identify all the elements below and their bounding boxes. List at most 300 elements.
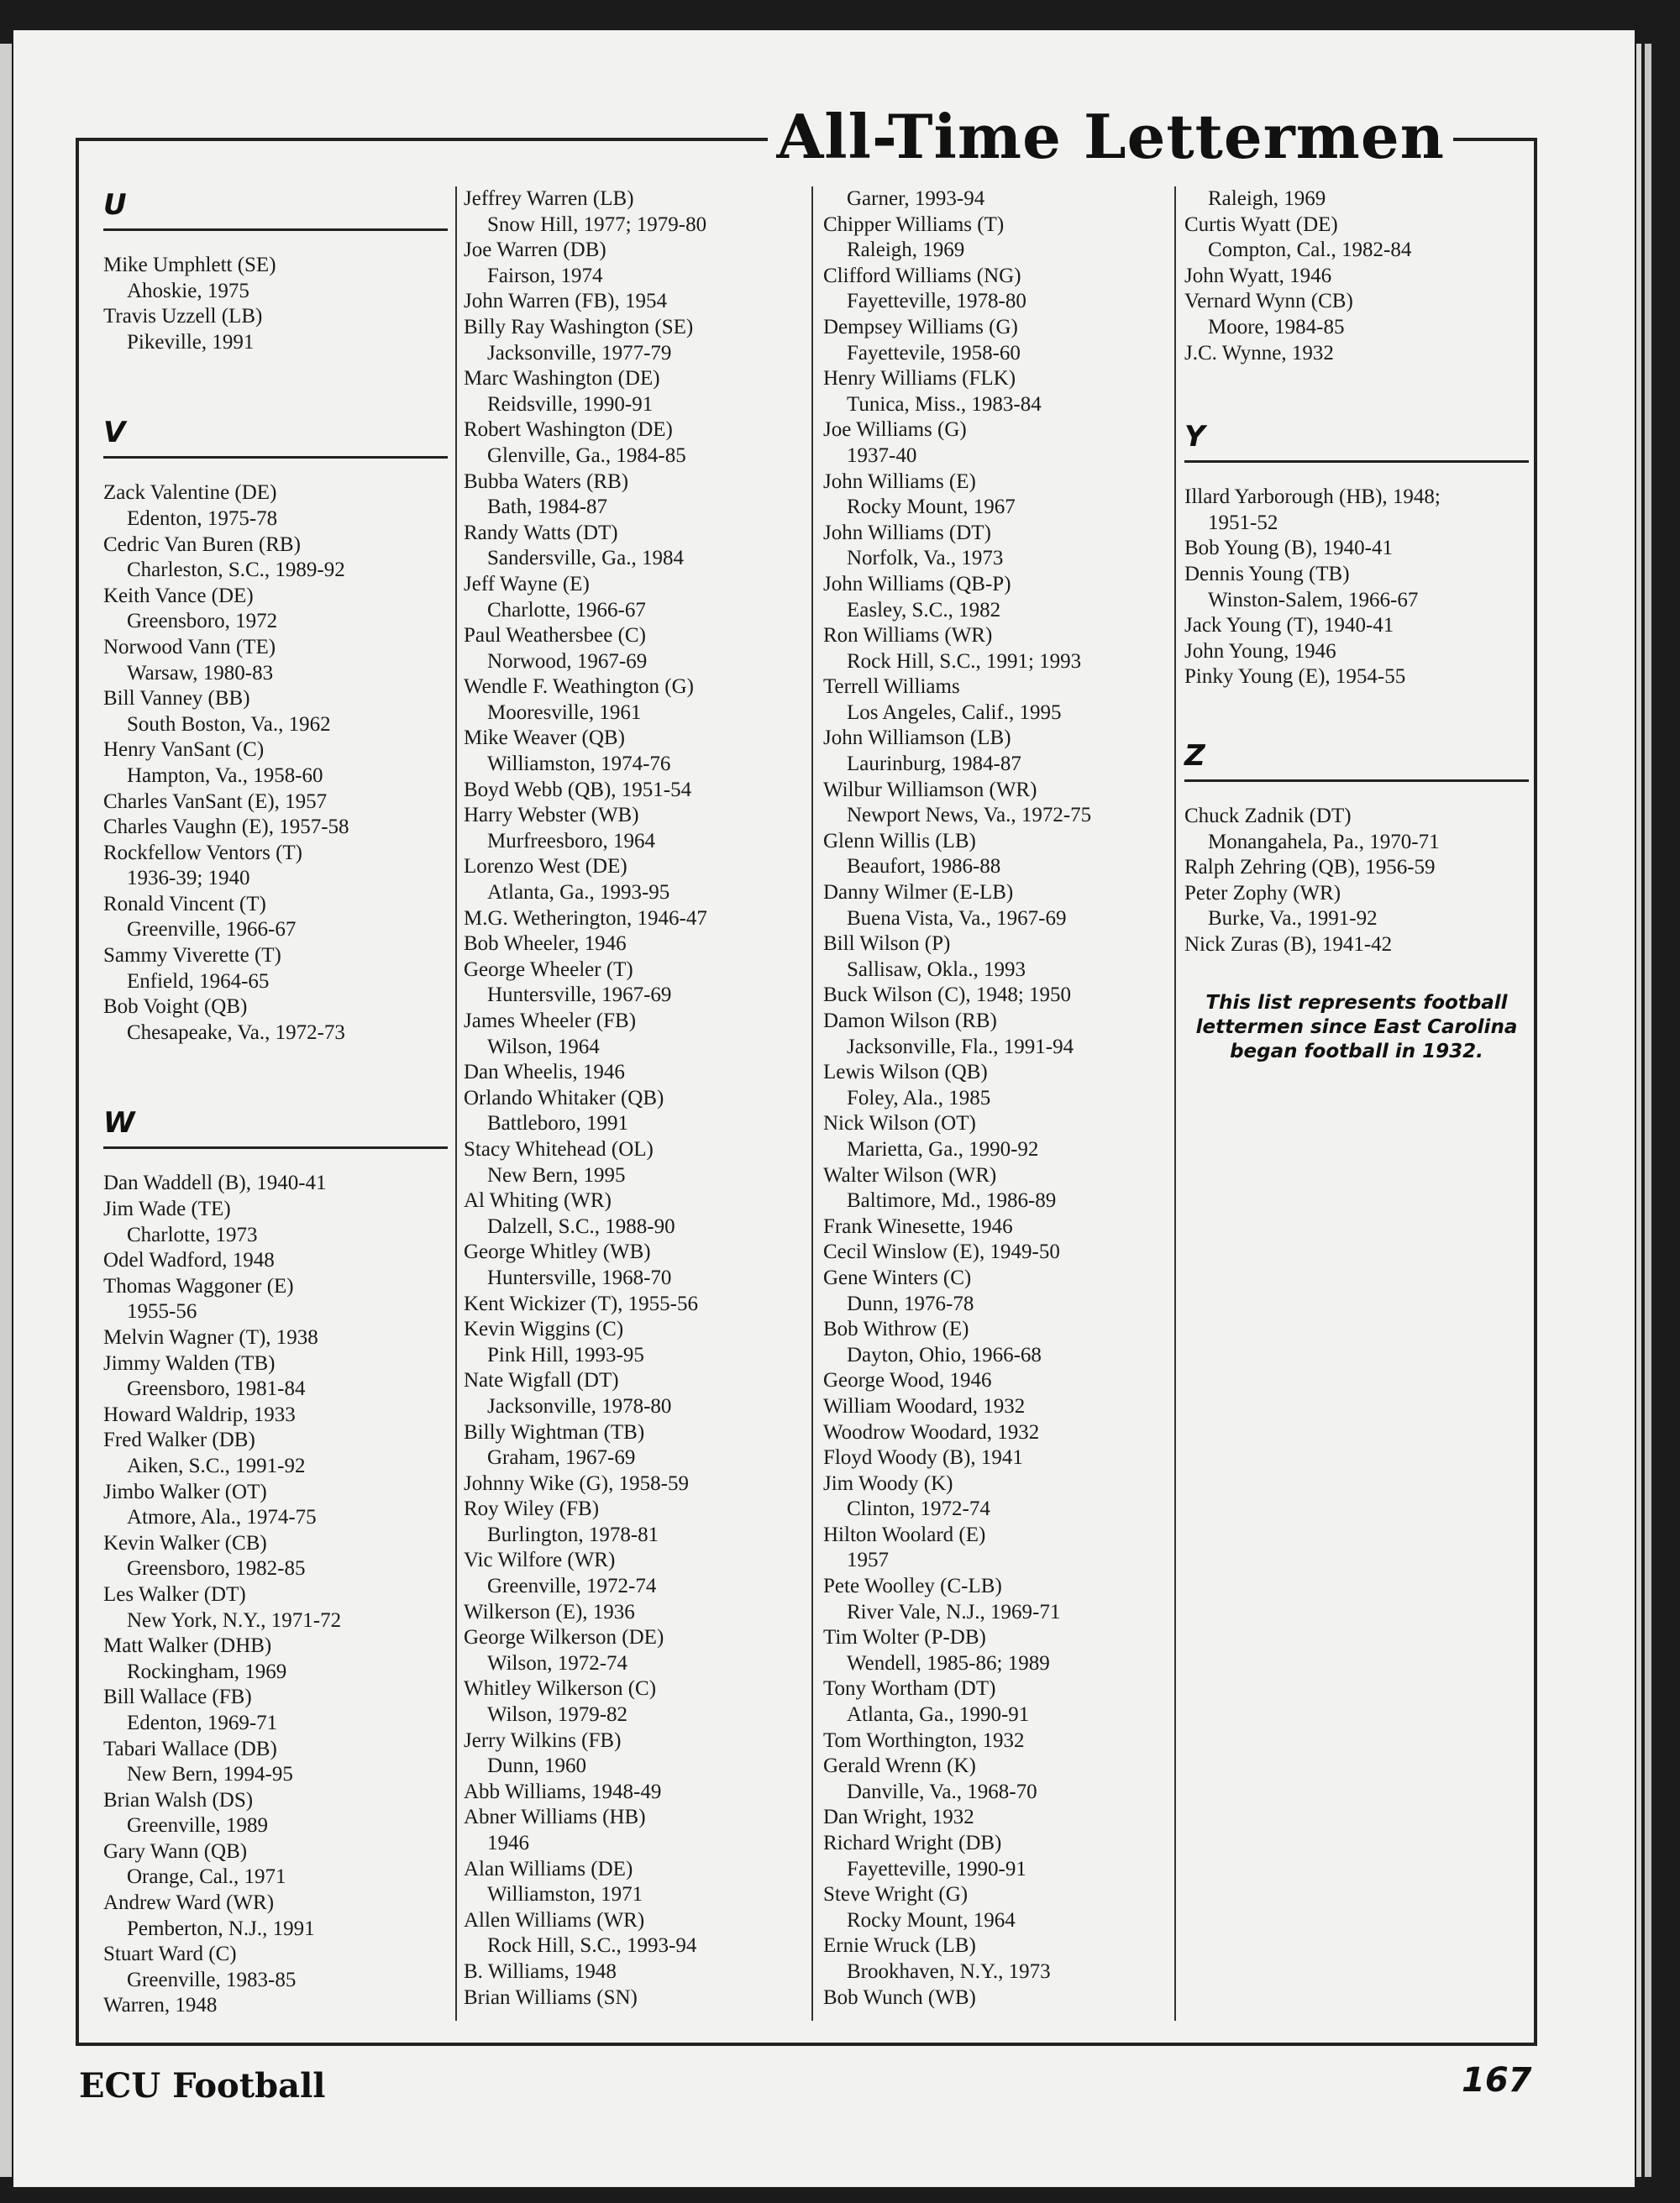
player-detail: Pemberton, N.J., 1991 xyxy=(127,1917,315,1940)
player-name: Jimbo Walker (OT) xyxy=(103,1480,267,1503)
player-detail: Burlington, 1978-81 xyxy=(487,1523,659,1546)
letterman-entry xyxy=(464,1780,808,1806)
letterman-entry xyxy=(464,1985,808,2012)
player-detail: New Bern, 1994-95 xyxy=(127,1763,293,1786)
player-detail: Aiken, S.C., 1991-92 xyxy=(127,1454,306,1477)
player-detail: Dunn, 1976-78 xyxy=(847,1292,974,1315)
letterman-entry xyxy=(103,892,448,943)
player-name: Damon Wilson (RB) xyxy=(823,1010,997,1032)
player-detail: Baltimore, Md., 1986-89 xyxy=(847,1189,1057,1213)
letterman-entry xyxy=(823,1009,1168,1060)
player-detail: Jacksonville, Fla., 1991-94 xyxy=(847,1035,1074,1058)
player-detail: Atlanta, Ga., 1993-95 xyxy=(487,881,670,905)
letterman-entry xyxy=(823,1574,1168,1625)
letterman-entry xyxy=(103,686,448,737)
player-detail: South Boston, Va., 1962 xyxy=(127,712,331,736)
letterman-entry xyxy=(464,1188,808,1240)
player-name: Bubba Waters (RB) xyxy=(464,469,629,493)
player-name: Pete Woolley (C-LB) xyxy=(823,1575,1002,1598)
letterman-entry xyxy=(464,1625,808,1676)
letterman-entry xyxy=(103,253,448,304)
letterman-entry xyxy=(823,186,1168,212)
player-detail: Rockingham, 1969 xyxy=(127,1660,287,1683)
letterman-entry xyxy=(464,521,808,572)
player-name: Tom Worthington, 1932 xyxy=(823,1728,1025,1752)
letterman-entry xyxy=(1184,855,1529,881)
player-name: John Young, 1946 xyxy=(1184,639,1336,663)
player-name: Nate Wigfall (DT) xyxy=(464,1369,619,1393)
player-name: Illard Yarborough (HB), 1948; xyxy=(1184,485,1441,509)
player-detail: Los Angeles, Calif., 1995 xyxy=(847,700,1062,724)
section-rule xyxy=(103,456,448,459)
player-detail: Moore, 1984-85 xyxy=(1208,315,1345,338)
letterman-entry xyxy=(464,289,808,315)
player-name: William Woodard, 1932 xyxy=(823,1394,1026,1418)
player-name: Nick Zuras (B), 1941-42 xyxy=(1184,932,1393,956)
letterman-entry xyxy=(1184,804,1529,855)
player-name: Bill Wilson (P) xyxy=(823,932,951,956)
letterman-entry xyxy=(103,943,448,994)
letter-section xyxy=(1184,737,1529,958)
player-name: Steve Wright (G) xyxy=(823,1883,969,1907)
column-divider xyxy=(1174,186,1176,2021)
player-name: Jack Young (T), 1940-41 xyxy=(1184,614,1394,637)
player-detail: Reidsville, 1990-91 xyxy=(487,392,654,416)
footer-title: ECU Football xyxy=(79,2066,326,2106)
player-detail: Greenville, 1966-67 xyxy=(127,918,297,942)
letterman-entry xyxy=(823,315,1168,366)
letterman-entry xyxy=(103,737,448,789)
letterman-entry xyxy=(103,1685,448,1736)
letterman-entry xyxy=(823,880,1168,931)
player-name: Matt Walker (DHB) xyxy=(103,1634,272,1658)
player-detail: Williamston, 1971 xyxy=(487,1883,643,1907)
letterman-entry xyxy=(823,829,1168,880)
player-detail: 1946 xyxy=(487,1832,529,1854)
player-detail: Tunica, Miss., 1983-84 xyxy=(847,392,1042,416)
player-name: John Wyatt, 1946 xyxy=(1184,264,1332,287)
letterman-entry xyxy=(464,1908,808,1959)
letterman-entry xyxy=(1184,639,1529,665)
player-detail: Murfreesboro, 1964 xyxy=(487,829,655,852)
player-name: Dempsey Williams (G) xyxy=(823,315,1018,338)
player-detail: Charleston, S.C., 1989-92 xyxy=(127,559,345,582)
column-3 xyxy=(823,186,1168,2059)
letterman-entry xyxy=(823,417,1168,469)
letterman-entry xyxy=(823,1805,1168,1831)
letterman-entry xyxy=(103,1788,448,1839)
player-name: Brian Walsh (DS) xyxy=(103,1788,254,1812)
letterman-entry xyxy=(103,1274,448,1325)
letterman-entry xyxy=(464,1805,808,1856)
player-detail: Raleigh, 1969 xyxy=(847,239,965,262)
player-name: Billy Ray Washington (SE) xyxy=(464,315,694,338)
player-name: Bill Vanney (BB) xyxy=(103,687,250,711)
player-detail: Greenville, 1983-85 xyxy=(127,1968,297,1991)
player-detail: Raleigh, 1969 xyxy=(1208,187,1326,210)
letterman-entry xyxy=(823,572,1168,623)
letterman-entry xyxy=(464,854,808,905)
player-detail: Battleboro, 1991 xyxy=(487,1112,629,1136)
letter-section xyxy=(103,1104,448,2019)
player-name: Gene Winters (C) xyxy=(823,1266,972,1289)
letterman-entry xyxy=(464,1857,808,1908)
player-name: George Wheeler (T) xyxy=(464,957,633,981)
letterman-entry xyxy=(464,315,808,366)
player-detail: 1955-56 xyxy=(127,1300,197,1324)
player-detail: Atlanta, Ga., 1990-91 xyxy=(847,1703,1030,1727)
player-detail: Newport News, Va., 1972-75 xyxy=(847,804,1092,827)
letterman-entry xyxy=(823,1933,1168,1985)
player-name: Bob Wheeler, 1946 xyxy=(464,932,627,956)
letterman-entry xyxy=(464,238,808,289)
player-name: Jim Wade (TE) xyxy=(103,1198,231,1221)
letterman-entry xyxy=(103,1582,448,1634)
letterman-entry xyxy=(1184,613,1529,639)
player-detail: Rock Hill, S.C., 1993-94 xyxy=(487,1934,697,1958)
letterman-entry xyxy=(823,1163,1168,1214)
player-name: Wendle F. Weathington (G) xyxy=(464,675,695,699)
player-detail: Enfield, 1964-65 xyxy=(127,969,270,993)
player-name: Ronald Vincent (T) xyxy=(103,892,266,915)
player-name: Wilkerson (E), 1936 xyxy=(464,1600,635,1623)
player-detail: Williamston, 1974-76 xyxy=(487,753,671,776)
player-name: Al Whiting (WR) xyxy=(464,1189,612,1213)
letterman-entry xyxy=(1184,562,1529,613)
player-name: J.C. Wynne, 1932 xyxy=(1184,341,1334,365)
player-detail: New York, N.Y., 1971-72 xyxy=(127,1608,342,1632)
player-name: Wilbur Williamson (WR) xyxy=(823,778,1037,801)
player-name: Brian Williams (SN) xyxy=(464,1985,638,2009)
player-detail: Buena Vista, Va., 1967-69 xyxy=(847,906,1067,930)
page-edge xyxy=(1636,44,1641,2177)
player-detail: Winston-Salem, 1966-67 xyxy=(1208,588,1419,611)
letterman-entry xyxy=(103,1531,448,1582)
player-detail: Sandersville, Ga., 1984 xyxy=(487,547,684,570)
player-name: Alan Williams (DE) xyxy=(464,1857,633,1880)
letterman-entry xyxy=(103,1839,448,1891)
player-detail: Greenville, 1972-74 xyxy=(487,1575,657,1598)
player-name: Curtis Wyatt (DE) xyxy=(1184,212,1338,236)
player-detail: Charlotte, 1973 xyxy=(127,1223,258,1246)
column-4 xyxy=(1184,186,1529,1064)
section-rule xyxy=(103,228,448,231)
letterman-entry xyxy=(103,480,448,532)
player-name: Gerald Wrenn (K) xyxy=(823,1755,976,1778)
letterman-entry xyxy=(823,726,1168,777)
player-name: Ron Williams (WR) xyxy=(823,624,993,648)
player-name: Chuck Zadnik (DT) xyxy=(1184,804,1352,827)
column-divider xyxy=(811,186,813,2021)
player-detail: 1937-40 xyxy=(847,443,917,467)
player-name: M.G. Wetherington, 1946-47 xyxy=(464,906,707,930)
player-name: Warren, 1948 xyxy=(103,1994,218,2017)
letterman-entry xyxy=(103,1197,448,1248)
player-name: Zack Valentine (DE) xyxy=(103,481,277,505)
player-name: Keith Vance (DE) xyxy=(103,584,254,607)
player-name: Chipper Williams (T) xyxy=(823,212,1005,236)
player-name: Randy Watts (DT) xyxy=(464,521,618,544)
player-detail: Clinton, 1972-74 xyxy=(847,1498,990,1521)
letterman-entry xyxy=(823,469,1168,521)
player-name: Terrell Williams xyxy=(823,675,960,699)
letterman-entry xyxy=(823,1420,1168,1446)
letterman-entry xyxy=(464,1009,808,1060)
letterman-entry xyxy=(823,1985,1168,2012)
letterman-entry xyxy=(103,1325,448,1351)
player-name: Joe Warren (DB) xyxy=(464,239,606,262)
letterman-entry xyxy=(103,532,448,584)
player-detail: Wilson, 1972-74 xyxy=(487,1651,628,1675)
player-name: Frank Winesette, 1946 xyxy=(823,1214,1013,1238)
letterman-entry xyxy=(1184,881,1529,932)
player-detail: Graham, 1967-69 xyxy=(487,1446,636,1470)
player-detail: Greenville, 1989 xyxy=(127,1814,269,1838)
player-detail: Jacksonville, 1978-80 xyxy=(487,1394,672,1418)
letterman-entry xyxy=(823,1831,1168,1882)
player-name: Johnny Wike (G), 1958-59 xyxy=(464,1471,689,1495)
player-detail: Garner, 1993-94 xyxy=(847,187,985,210)
player-name: Fred Walker (DB) xyxy=(103,1429,255,1452)
letterman-entry xyxy=(823,521,1168,572)
player-detail: New Bern, 1995 xyxy=(487,1163,626,1187)
player-name: Pinky Young (E), 1954-55 xyxy=(1184,665,1406,689)
player-name: Melvin Wagner (T), 1938 xyxy=(103,1326,318,1349)
letterman-entry xyxy=(823,1240,1168,1266)
player-name: John Warren (FB), 1954 xyxy=(464,290,667,313)
player-detail: Bath, 1984-87 xyxy=(487,496,608,519)
player-detail: Ahoskie, 1975 xyxy=(127,279,249,302)
player-name: Norwood Vann (TE) xyxy=(103,635,276,658)
player-name: Harry Webster (WB) xyxy=(464,804,639,827)
letterman-entry xyxy=(464,469,808,521)
player-detail: Atmore, Ala., 1974-75 xyxy=(127,1506,317,1529)
player-detail: Edenton, 1975-78 xyxy=(127,506,278,530)
letterman-entry xyxy=(464,1959,808,1985)
player-name: Hilton Woolard (E) xyxy=(823,1523,986,1546)
letterman-entry xyxy=(103,1403,448,1429)
player-detail: 1951-52 xyxy=(1208,511,1278,534)
player-name: Danny Wilmer (E-LB) xyxy=(823,881,1014,905)
section-letter: Y xyxy=(1184,420,1205,454)
player-name: Jim Woody (K) xyxy=(823,1471,953,1495)
player-name: Dan Waddell (B), 1940-41 xyxy=(103,1172,327,1195)
letterman-entry xyxy=(464,186,808,238)
player-detail: Greensboro, 1981-84 xyxy=(127,1377,306,1401)
player-detail: 1957 xyxy=(847,1549,889,1572)
letterman-entry xyxy=(823,1266,1168,1317)
column-1 xyxy=(103,186,448,2068)
player-name: Tony Wortham (DT) xyxy=(823,1677,996,1701)
section-rule xyxy=(103,1146,448,1149)
player-name: Jerry Wilkins (FB) xyxy=(464,1728,622,1752)
player-name: Abb Williams, 1948-49 xyxy=(464,1780,662,1803)
letterman-entry xyxy=(103,1351,448,1403)
player-name: Mike Weaver (QB) xyxy=(464,726,625,750)
player-detail: Dunn, 1960 xyxy=(487,1755,587,1778)
player-detail: Pikeville, 1991 xyxy=(127,330,255,354)
player-detail: Dalzell, S.C., 1988-90 xyxy=(487,1214,675,1238)
player-name: Richard Wright (DB) xyxy=(823,1832,1002,1854)
player-detail: Foley, Ala., 1985 xyxy=(847,1086,991,1109)
player-name: Jimmy Walden (TB) xyxy=(103,1351,276,1375)
letterman-entry xyxy=(103,1942,448,1993)
letterman-entry xyxy=(823,1060,1168,1111)
player-name: Lewis Wilson (QB) xyxy=(823,1061,988,1084)
player-name: Kevin Wiggins (C) xyxy=(464,1318,624,1341)
letterman-entry xyxy=(464,366,808,417)
player-name: Rockfellow Ventors (T) xyxy=(103,841,302,864)
player-name: Thomas Waggoner (E) xyxy=(103,1274,294,1298)
player-name: Dan Wright, 1932 xyxy=(823,1806,974,1829)
letterman-entry xyxy=(823,623,1168,674)
letterman-entry xyxy=(464,906,808,932)
player-name: Tabari Wallace (DB) xyxy=(103,1737,277,1760)
player-name: George Wilkerson (DE) xyxy=(464,1626,664,1650)
letterman-entry xyxy=(103,841,448,892)
letterman-entry xyxy=(464,1368,808,1419)
player-detail: Fairson, 1974 xyxy=(487,264,603,287)
letterman-entry xyxy=(103,815,448,841)
letterman-entry xyxy=(823,1754,1168,1805)
letterman-entry xyxy=(464,778,808,804)
player-name: Billy Wightman (TB) xyxy=(464,1420,645,1444)
letterman-entry xyxy=(823,1728,1168,1755)
player-detail: Danville, Va., 1968-70 xyxy=(847,1780,1037,1803)
player-detail: Dayton, Ohio, 1966-68 xyxy=(847,1343,1042,1366)
letterman-entry xyxy=(464,1676,808,1728)
player-detail: Burke, Va., 1991-92 xyxy=(1208,907,1378,931)
player-detail: Jacksonville, 1977-79 xyxy=(487,341,672,365)
letter-section xyxy=(103,414,448,1046)
letterman-entry xyxy=(103,584,448,635)
player-detail: Beaufort, 1986-88 xyxy=(847,855,1001,879)
letterman-entry xyxy=(823,366,1168,417)
player-name: Robert Washington (DE) xyxy=(464,418,673,442)
player-name: Vernard Wynn (CB) xyxy=(1184,290,1353,313)
player-name: James Wheeler (FB) xyxy=(464,1010,637,1032)
player-name: George Wood, 1946 xyxy=(823,1369,992,1393)
player-detail: River Vale, N.J., 1969-71 xyxy=(847,1600,1061,1623)
letterman-entry xyxy=(464,1600,808,1626)
player-detail: Greensboro, 1982-85 xyxy=(127,1557,306,1581)
player-detail: Easley, S.C., 1982 xyxy=(847,598,1001,622)
player-name: Cecil Winslow (E), 1949-50 xyxy=(823,1240,1060,1264)
letterman-entry xyxy=(464,623,808,674)
player-detail: Edenton, 1969-71 xyxy=(127,1711,278,1734)
letterman-entry xyxy=(464,1292,808,1318)
player-name: Woodrow Woodard, 1932 xyxy=(823,1420,1040,1444)
player-name: Paul Weathersbee (C) xyxy=(464,624,646,648)
letterman-entry xyxy=(103,1480,448,1531)
letterman-entry xyxy=(103,1993,448,2019)
player-name: Les Walker (DT) xyxy=(103,1582,246,1606)
player-detail: 1936-39; 1940 xyxy=(127,867,250,890)
letterman-entry xyxy=(823,1676,1168,1728)
player-detail: Huntersville, 1967-69 xyxy=(487,983,672,1007)
letterman-entry xyxy=(823,1523,1168,1574)
letterman-entry xyxy=(103,1737,448,1788)
letterman-entry xyxy=(1184,289,1529,340)
player-name: Kevin Walker (CB) xyxy=(103,1531,267,1555)
letterman-entry xyxy=(823,1882,1168,1933)
letter-section xyxy=(103,186,448,355)
player-name: Jeff Wayne (E) xyxy=(464,572,590,595)
letterman-entry xyxy=(103,1248,448,1274)
player-name: Bob Wunch (WB) xyxy=(823,1985,976,2009)
letterman-entry xyxy=(823,1317,1168,1368)
player-name: Kent Wickizer (T), 1955-56 xyxy=(464,1292,698,1315)
player-name: John Williams (E) xyxy=(823,469,976,493)
player-name: Clifford Williams (NG) xyxy=(823,264,1021,287)
letterman-entry xyxy=(103,994,448,1046)
letter-section xyxy=(464,186,808,2011)
player-name: Roy Wiley (FB) xyxy=(464,1498,600,1521)
player-name: Ernie Wruck (LB) xyxy=(823,1934,976,1958)
player-detail: Marietta, Ga., 1990-92 xyxy=(847,1137,1039,1161)
player-name: George Whitley (WB) xyxy=(464,1240,651,1264)
letterman-entry xyxy=(464,1471,808,1498)
player-name: Cedric Van Buren (RB) xyxy=(103,532,301,556)
player-name: Gary Wann (QB) xyxy=(103,1839,248,1863)
player-detail: Fayettevile, 1958-60 xyxy=(847,341,1021,365)
letterman-entry xyxy=(823,931,1168,983)
player-detail: Fayetteville, 1978-80 xyxy=(847,290,1026,313)
section-letter: W xyxy=(103,1106,135,1141)
letterman-entry xyxy=(823,1445,1168,1471)
letterman-entry xyxy=(464,417,808,469)
letterman-entry xyxy=(103,789,448,816)
player-detail: Charlotte, 1966-67 xyxy=(487,598,646,622)
player-name: Abner Williams (HB) xyxy=(464,1806,646,1829)
section-letter: V xyxy=(103,416,126,450)
player-name: John Williams (DT) xyxy=(823,521,991,544)
player-detail: Warsaw, 1980-83 xyxy=(127,661,274,685)
player-name: Dennis Young (TB) xyxy=(1184,562,1350,585)
player-name: Ralph Zehring (QB), 1956-59 xyxy=(1184,856,1436,879)
column-divider xyxy=(455,186,457,2021)
letterman-entry xyxy=(823,983,1168,1009)
letterman-entry xyxy=(1184,536,1529,562)
player-detail: Norwood, 1967-69 xyxy=(487,649,648,673)
player-name: Glenn Willis (LB) xyxy=(823,829,976,852)
player-detail: Norfolk, Va., 1973 xyxy=(847,547,1004,570)
letterman-entry xyxy=(823,778,1168,829)
page-title: All-Time Lettermen xyxy=(768,101,1453,173)
player-detail: Snow Hill, 1977; 1979-80 xyxy=(487,212,707,236)
player-name: Charles VanSant (E), 1957 xyxy=(103,789,328,813)
player-detail: Fayetteville, 1990-91 xyxy=(847,1857,1026,1880)
letter-section xyxy=(823,186,1168,2011)
player-detail: Mooresville, 1961 xyxy=(487,700,642,724)
letterman-entry xyxy=(464,1317,808,1368)
letterman-entry xyxy=(464,674,808,726)
player-detail: Orange, Cal., 1971 xyxy=(127,1865,286,1889)
letterman-entry xyxy=(823,1394,1168,1420)
player-name: Howard Waldrip, 1933 xyxy=(103,1403,296,1426)
letterman-entry xyxy=(823,1471,1168,1523)
letterman-entry xyxy=(464,1086,808,1137)
column-2 xyxy=(464,186,808,2059)
section-letter: U xyxy=(103,188,127,222)
player-detail: Pink Hill, 1993-95 xyxy=(487,1343,644,1366)
letterman-entry xyxy=(1184,186,1529,212)
player-name: Allen Williams (WR) xyxy=(464,1908,645,1932)
player-name: Jeffrey Warren (LB) xyxy=(464,187,634,210)
player-name: Bob Young (B), 1940-41 xyxy=(1184,537,1393,560)
player-name: Bob Voight (QB) xyxy=(103,995,248,1019)
letterman-entry xyxy=(103,1634,448,1685)
